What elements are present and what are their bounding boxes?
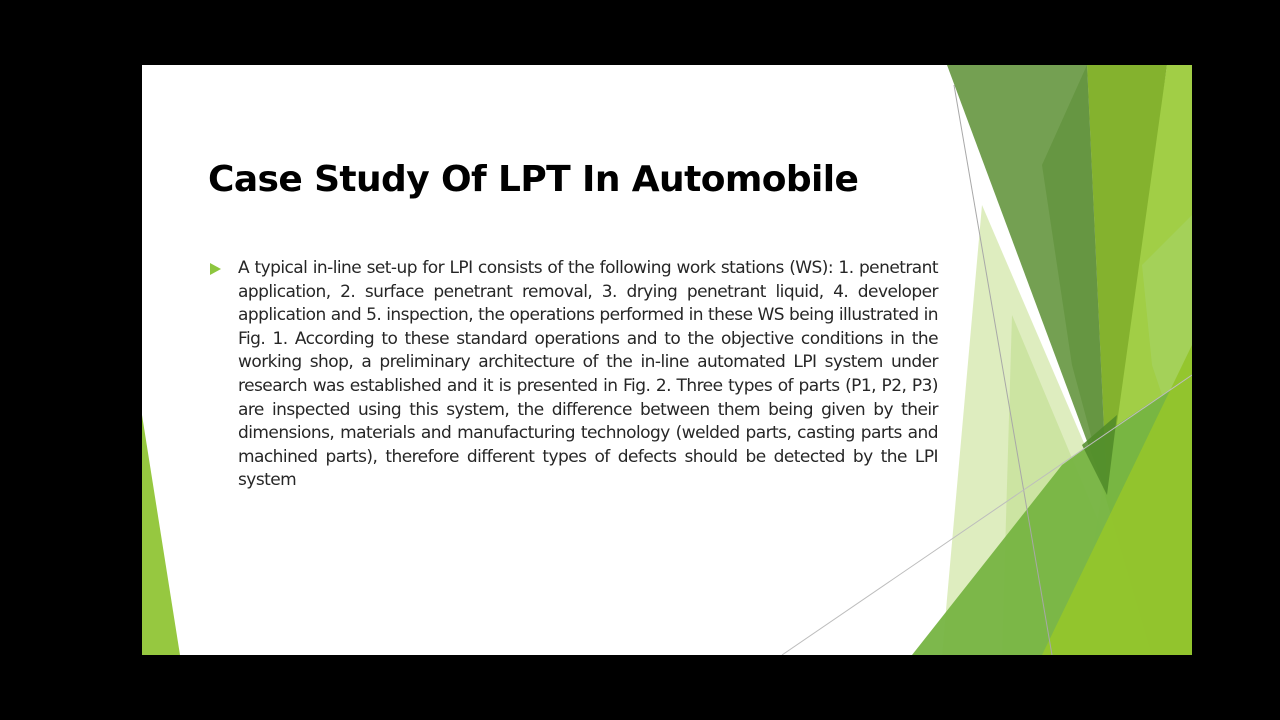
slide-title: Case Study Of LPT In Automobile	[208, 159, 859, 200]
bullet-text: A typical in-line set-up for LPI consists of the following work stations (WS): 1. penetrant application, 2. surface penetrant removal, 3. drying penetrant liquid, 4. developer application and 5. inspection, the operations performed in these WS being illustrated in Fig. 1. According to these standard operations and to the objective conditions in the working shop, a preliminary architecture of the in-line automated LPI system under research was established and it is presented in Fig. 2. Three types of parts (P1, P2, P3) are inspected using this system, the difference between them being given by their dimensions, materials and manufacturing technology (welded parts, casting parts and machined parts), therefore different types of defects should be detected by the LPI system	[238, 258, 938, 491]
slide	[142, 65, 1192, 655]
bullet-item	[208, 257, 938, 493]
left-green-facet	[142, 415, 180, 655]
slide-content	[208, 257, 938, 493]
triangle-bullet-icon	[210, 263, 221, 275]
